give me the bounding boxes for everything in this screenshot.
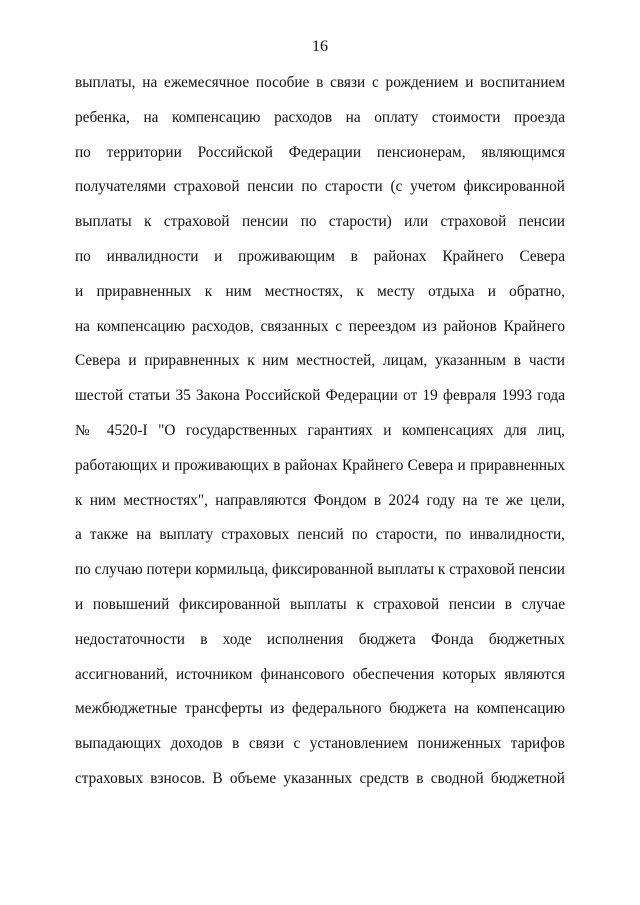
text-line-7: и приравненных к ним местностях, к месту отдыха и обратно, xyxy=(75,282,565,300)
text-line-8: на компенсацию расходов, связанных с переездом из районов Крайнего xyxy=(75,317,565,335)
text-line-16: и повышений фиксированной выплаты к страховой пенсии в случае xyxy=(75,595,565,613)
text-line-17: недостаточности в ходе исполнения бюджета Фонда бюджетных xyxy=(75,630,565,648)
text-line-20: выпадающих доходов в связи с установлением пониженных тарифов xyxy=(75,735,565,753)
text-line-19: межбюджетные трансферты из федерального бюджета на компенсацию xyxy=(75,700,565,718)
text-line-2: ребенка, на компенсацию расходов на оплату стоимости проезда xyxy=(75,108,565,126)
text-line-10: шестой статьи 35 Закона Российской Федерации от 19 февраля 1993 года xyxy=(75,387,565,405)
text-line-14: а также на выплату страховых пенсий по старости, по инвалидности, xyxy=(75,526,565,544)
text-line-4: получателями страховой пенсии по старости (с учетом фиксированной xyxy=(75,178,565,196)
text-line-9: Севера и приравненных к ним местностей, лицам, указанным в части xyxy=(75,352,565,370)
text-line-1: выплаты, на ежемесячное пособие в связи с рождением и воспитанием xyxy=(75,74,565,91)
text-line-5: выплаты к страховой пенсии по старости) или страховой пенсии xyxy=(75,213,565,231)
text-line-11: № 4520-I "О государственных гарантиях и компенсациях для лиц, xyxy=(75,421,565,439)
page-number: 16 xyxy=(312,38,328,55)
text-line-18: ассигнований, источником финансового обеспечения которых являются xyxy=(75,665,565,683)
text-line-15: по случаю потери кормильца, фиксированной выплаты к страховой пенсии xyxy=(75,561,565,579)
text-line-3: по территории Российской Федерации пенсионерам, являющимся xyxy=(75,143,565,161)
text-line-12: работающих и проживающих в районах Крайнего Севера и приравненных xyxy=(75,456,565,474)
text-line-13: к ним местностях", направляются Фондом в 2024 году на те же цели, xyxy=(75,491,565,509)
text-line-21: страховых взносов. В объеме указанных средств в сводной бюджетной xyxy=(75,769,565,787)
text-line-6: по инвалидности и проживающим в районах Крайнего Севера xyxy=(75,247,565,265)
body-paragraph xyxy=(75,72,565,803)
